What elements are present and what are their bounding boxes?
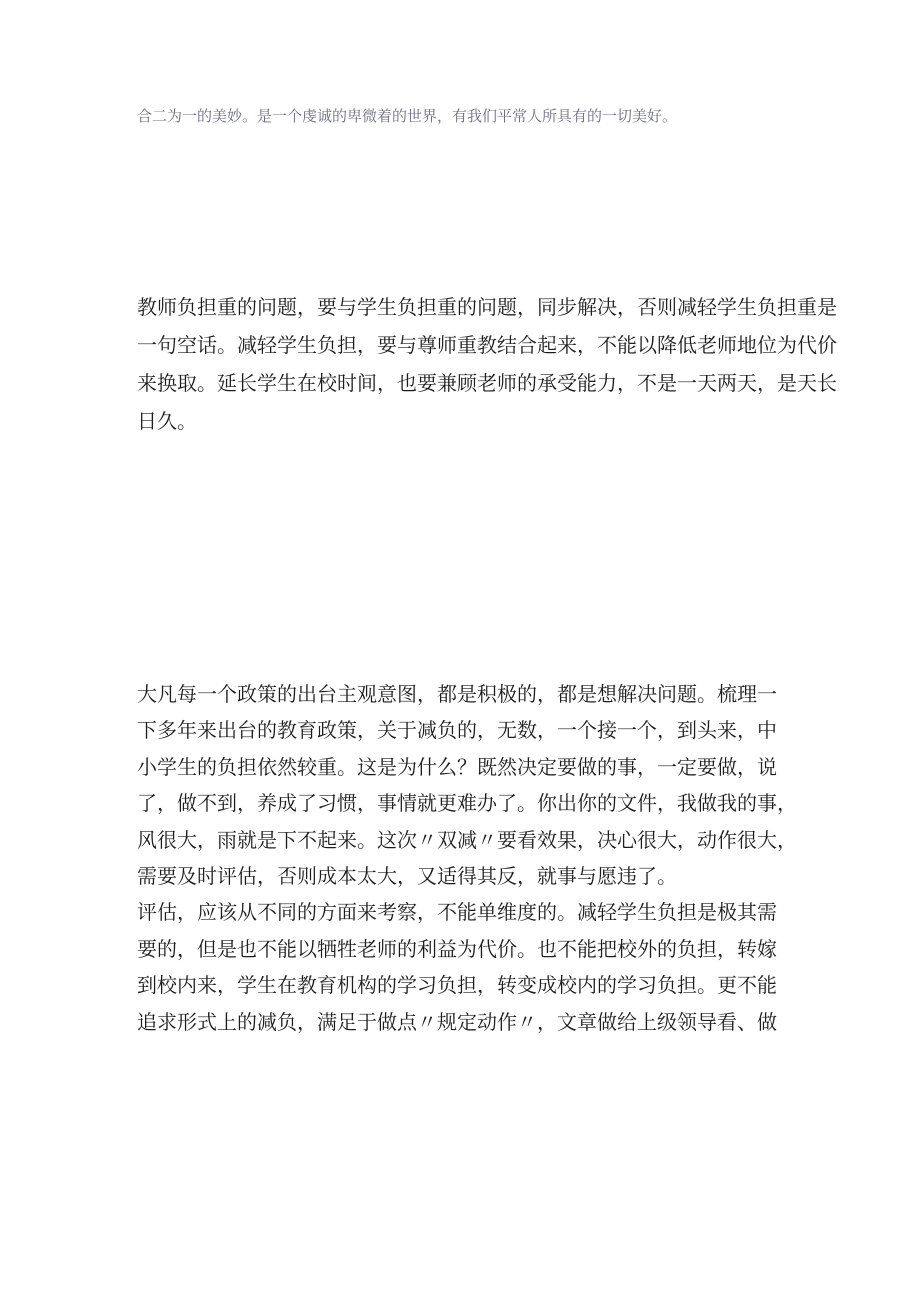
paragraph-line: 教师负担重的问题，要与学生负担重的问题，同步解决，否则减轻学生负担重是 xyxy=(137,295,837,319)
paragraph-line: 大凡每一个政策的出台主观意图，都是积极的，都是想解决问题。梳理一 xyxy=(137,682,777,706)
paragraph-policy-evaluation xyxy=(137,676,797,1040)
paragraph-line: 一句空话。减轻学生负担，要与尊师重教结合起来，不能以降低老师地位为代价 xyxy=(137,333,837,357)
paragraph-line: 风很大，雨就是下不起来。这次〃双减〃要看效果，决心很大，动作很大， xyxy=(137,827,797,852)
paragraph-line: 追求形式上的减负，满足于做点〃规定动作〃，文章做给上级领导看、做 xyxy=(137,1009,777,1034)
paragraph-line: 到校内来，学生在教育机构的学习负担，转变成校内的学习负担。更不能 xyxy=(137,973,777,998)
paragraph-line: 小学生的负担依然较重。这是为什么？既然决定要做的事，一定要做，说 xyxy=(137,754,777,779)
paragraph-teacher-burden xyxy=(137,288,837,440)
paragraph-line: 来换取。延长学生在校时间，也要兼顾老师的承受能力，不是一天两天，是天长 xyxy=(137,371,837,395)
paragraph-line: 评估，应该从不同的方面来考察，不能单维度的。减轻学生负担是极其需 xyxy=(137,900,777,925)
paragraph-line: 日久。 xyxy=(137,409,197,433)
image-caption: 合二为一的美妙。是一个虔诚的卑微着的世界，有我们平常人所具有的一切美好。 xyxy=(137,107,678,125)
paragraph-line: 要的，但是也不能以牺牲老师的利益为代价。也不能把校外的负担，转嫁 xyxy=(137,936,777,961)
paragraph-line: 了，做不到，养成了习惯，事情就更难办了。你出你的文件，我做我的事， xyxy=(137,791,797,816)
paragraph-line: 需要及时评估，否则成本太大，又适得其反，就事与愿违了。 xyxy=(137,863,677,888)
paragraph-line: 下多年来出台的教育政策，关于减负的，无数，一个接一个，到头来，中 xyxy=(137,718,777,743)
